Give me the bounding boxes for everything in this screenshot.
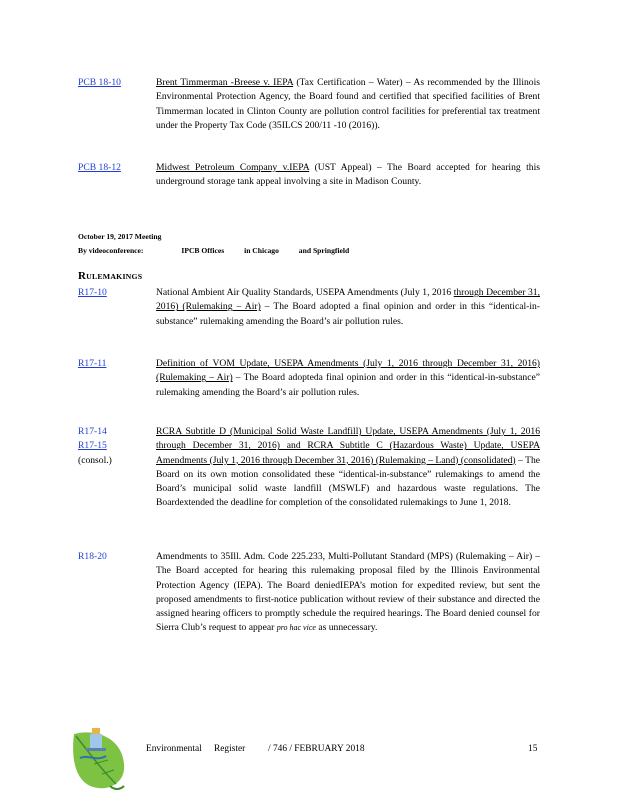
case-title: Brent Timmerman -Breese v. IEPA — [156, 77, 294, 88]
rulemaking-summary: – The Board adopted a final opinion and order in this “identical-in-substance” rulemaking amending the Board’s air pollution rules. — [156, 301, 540, 327]
rulemaking-summary: – The Board adopteda final opinion and order in this “identical-in-substance” rulemaking amending the Board’s air pollution rules. — [156, 372, 540, 398]
rulemaking-title-underlined: through December 31, 2016) (Rulemaking – Air) — [156, 287, 540, 313]
case-code-r18-20: R18-20 — [78, 551, 107, 562]
entry-r17-14-15 — [78, 425, 540, 511]
case-link-r17-15[interactable]: R17-15 — [78, 440, 107, 452]
meeting-date: October 19, 2017 Meeting — [78, 232, 162, 241]
footer-issue: / 746 / FEBRUARY 2018 — [268, 744, 365, 754]
footer-page-number: 15 — [528, 744, 538, 754]
section-heading-rulemakings: RULEMAKINGS — [78, 270, 143, 282]
case-link-r17-10[interactable]: R17-10 — [78, 287, 107, 298]
meeting-by-label: By videoconference: — [78, 246, 144, 255]
case-link-r17-11[interactable]: R17-11 — [78, 358, 107, 369]
meeting-offices: IPCB Offices — [181, 246, 225, 255]
page-footer — [0, 730, 618, 800]
rulemaking-title-underlined: Definition of VOM Update, USEPA Amendments (July 1, 2016 through December 31, 2016) (Rulemaking – Air) — [156, 358, 540, 384]
case-summary: (Tax Certification – Water) – As recommended by the Illinois Environmental Protection Agency, the Board found and certified that specified facilities of Brent Timmerman located in Clinton County are pollution control facilities for preferential tax treatment under the Property Tax Code (35ILCS 200/11 -10 (2016)). — [156, 77, 540, 131]
entry-r17-10 — [78, 286, 540, 329]
case-link-pcb-18-10[interactable]: PCB 18-10 — [78, 77, 121, 88]
consolidated-note: (consol.) — [78, 454, 112, 466]
entry-r18-20 — [78, 550, 540, 636]
entry-pcb-18-12 — [78, 161, 540, 190]
rulemaking-title: National Ambient Air Quality Standards, USEPA Amendments (July 1, 2016 — [156, 287, 454, 298]
entry-r17-11 — [78, 357, 540, 400]
case-code-r17-14: R17-14 — [78, 426, 107, 437]
meeting-in-label: in Chicago — [244, 246, 279, 255]
case-link-pcb-18-12[interactable]: PCB 18-12 — [78, 162, 121, 173]
rulemaking-title-underlined: RCRA Subtitle D (Municipal Solid Waste Landfill) Update, USEPA Amendments (July 1, 2016 through December 31, 2016) and RCRA Subtitle C (Hazardous Waste) Update, USEPA Amendments (July 1, 2016 through December 31, 2016) (Rulemaking – Land) (consolidated) — [156, 426, 540, 466]
rulemaking-summary: Amendments to 35Ill. Adm. Code 225.233, Multi-Pollutant Standard (MPS) (Rulemaking – Air) – The Board accepted for hearing this rulemaking proposal filed by the Illinois Environmental Protection Agency (IEPA). The Board deniedIEPA’s motion for expedited review, but sent the proposed amendments to first-notice publication without review of their substance and directed the assigned hearing officers to promptly schedule the required hearings. The Board denied counsel for Sierra Club’s request to appear — [156, 551, 540, 634]
case-summary: (UST Appeal) – The Board accepted for hearing this underground storage tank appeal involving a site in Madison County. — [156, 162, 541, 188]
footer-publication: Environmental — [146, 744, 202, 754]
latin-phrase: pro hac vice — [276, 623, 316, 633]
rulemaking-summary-tail: as unnecessary. — [315, 622, 378, 634]
meeting-and-label: and Springfield — [298, 246, 350, 255]
leaf-logo-icon — [66, 724, 130, 792]
case-title: Midwest Petroleum Company v.IEPA — [156, 162, 310, 173]
meeting-location — [78, 244, 378, 257]
entry-pcb-18-10 — [78, 76, 540, 133]
footer-register: Register — [214, 744, 246, 754]
rulemaking-summary: – The Board on its own motion consolidated these “identical-in-substance” rulemakings to amend the Board’s municipal solid waste landfill (MSWLF) and hazardous waste regulations. The Boardextended the deadline for completion of the consolidated rulemakings to June 1, 2018. — [156, 454, 540, 509]
